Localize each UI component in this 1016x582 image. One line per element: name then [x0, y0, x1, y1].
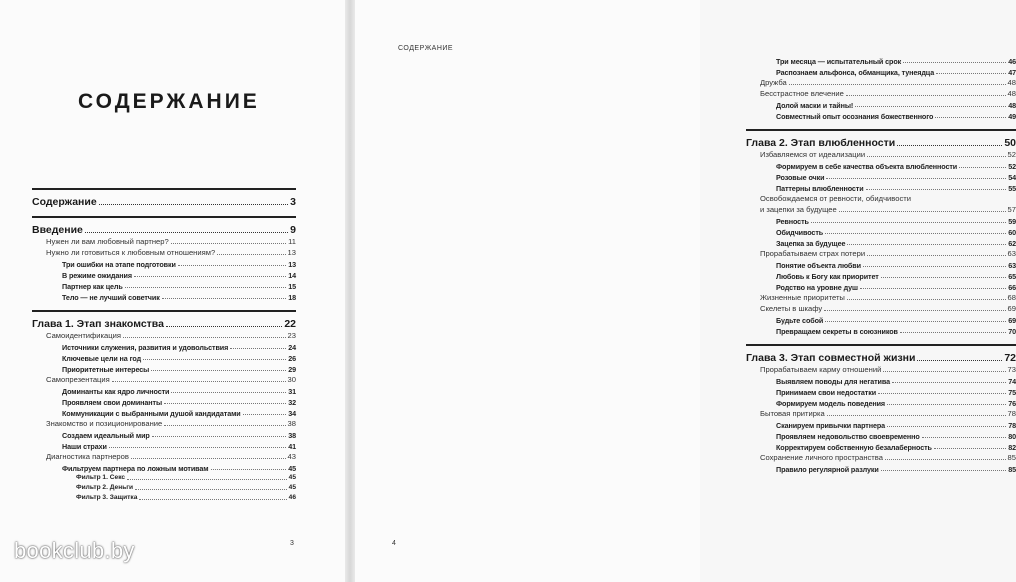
toc-entry — [746, 374, 1016, 385]
toc-leader-dots — [230, 347, 286, 349]
toc-entry-page: 66 — [1008, 282, 1016, 292]
right-page — [350, 0, 1016, 582]
toc-entry — [32, 461, 296, 472]
toc-entry — [32, 188, 296, 207]
toc-right — [746, 54, 1016, 473]
toc-leader-dots — [917, 359, 1002, 361]
toc-entry-title: Совместный опыт осознания божественного — [776, 111, 934, 121]
toc-leader-dots — [892, 381, 1006, 383]
toc-entry-title: Глава 3. Этап совместной жизни — [746, 351, 916, 364]
toc-entry-page: 63 — [1007, 249, 1016, 259]
toc-entry-page: 52 — [1007, 150, 1016, 160]
toc-leader-dots — [789, 83, 1006, 85]
toc-entry — [32, 472, 296, 482]
toc-entry-title: Ревность — [776, 216, 809, 226]
toc-entry — [746, 363, 1016, 374]
toc-entry-title: Паттерны влюбленности — [776, 183, 864, 193]
toc-entry-page: 62 — [1008, 238, 1016, 248]
toc-entry-page: 45 — [288, 474, 296, 482]
toc-entry-title: Сканируем привычки партнера — [776, 420, 886, 430]
toc-entry-page: 78 — [1008, 420, 1016, 430]
toc-entry-title: Выявляем поводы для негатива — [776, 376, 890, 386]
toc-entry-title: Формируем в себе качества объекта влюбленности — [776, 161, 958, 171]
toc-entry-title: и зацепки за будущее — [760, 205, 837, 215]
toc-entry — [746, 148, 1016, 159]
toc-entry-title: Родство на уровне душ — [776, 282, 858, 292]
toc-leader-dots — [900, 331, 1006, 333]
toc-entry-page: 9 — [290, 223, 296, 236]
toc-entry-page: 68 — [1007, 293, 1016, 303]
toc-entry-page: 73 — [1007, 365, 1016, 375]
toc-entry-title: В режиме ожидания — [62, 270, 132, 280]
toc-entry-title: Источники служения, развития и удовольствия — [62, 342, 229, 352]
toc-entry — [746, 87, 1016, 98]
toc-entry-page: 49 — [1008, 111, 1016, 121]
toc-leader-dots — [867, 254, 1005, 256]
toc-entry-page: 46 — [1008, 56, 1016, 66]
toc-entry — [32, 351, 296, 362]
toc-leader-dots — [112, 380, 286, 382]
toc-entry-page: 52 — [1008, 161, 1016, 171]
toc-entry-page: 22 — [284, 317, 296, 330]
toc-entry — [746, 324, 1016, 335]
toc-entry — [32, 450, 296, 461]
toc-entry-page: 43 — [287, 452, 296, 462]
toc-entry-page: 48 — [1007, 89, 1016, 99]
toc-entry-title: Приоритетные интересы — [62, 364, 150, 374]
toc-entry-title: Введение — [32, 223, 83, 236]
toc-entry-title: Розовые очки — [776, 172, 825, 182]
toc-entry-page: 55 — [1008, 183, 1016, 193]
toc-entry — [746, 236, 1016, 247]
toc-entry-page: 26 — [288, 353, 296, 363]
toc-entry — [746, 302, 1016, 313]
toc-leader-dots — [127, 478, 287, 480]
toc-entry-page: 41 — [288, 441, 296, 451]
toc-entry — [746, 407, 1016, 418]
toc-entry-page: 46 — [288, 494, 296, 502]
toc-entry-title: Сохранение личного пространства — [760, 453, 883, 463]
toc-entry-title: Фильтруем партнера по ложным мотивам — [62, 463, 209, 473]
toc-entry-title: Нужно ли готовиться к любовным отношениям? — [46, 248, 216, 258]
toc-entry — [32, 268, 296, 279]
toc-entry-title: Самоидентификация — [46, 331, 121, 341]
toc-leader-dots — [164, 424, 285, 426]
toc-leader-dots — [846, 94, 1006, 96]
toc-entry — [746, 192, 1016, 203]
toc-entry-page: 11 — [288, 237, 296, 247]
toc-leader-dots — [860, 287, 1006, 289]
toc-entry-page: 74 — [1008, 376, 1016, 386]
toc-entry — [746, 396, 1016, 407]
toc-leader-dots — [243, 413, 287, 415]
toc-entry — [746, 247, 1016, 258]
toc-entry — [746, 159, 1016, 170]
toc-entry — [32, 340, 296, 351]
toc-leader-dots — [143, 358, 286, 360]
toc-entry — [746, 54, 1016, 65]
toc-entry-page: 72 — [1004, 351, 1016, 364]
toc-entry-page: 75 — [1008, 387, 1016, 397]
toc-entry-page: 50 — [1004, 136, 1016, 149]
toc-entry — [746, 429, 1016, 440]
toc-leader-dots — [935, 116, 1006, 118]
toc-entry — [746, 129, 1016, 148]
toc-leader-dots — [866, 188, 1007, 190]
toc-entry-page: 57 — [1007, 205, 1016, 215]
toc-leader-dots — [164, 402, 286, 404]
toc-leader-dots — [211, 468, 287, 470]
toc-entry — [746, 385, 1016, 396]
toc-entry — [32, 439, 296, 450]
toc-entry-page: 23 — [287, 331, 296, 341]
toc-entry-page: 59 — [1008, 216, 1016, 226]
toc-entry-title: Наши страхи — [62, 441, 107, 451]
toc-entry — [32, 235, 296, 246]
toc-entry-title: Три месяца — испытательный срок — [776, 56, 902, 66]
toc-entry-page: 47 — [1008, 67, 1016, 77]
toc-entry-title: Бесстрастное влечение — [760, 89, 844, 99]
toc-leader-dots — [922, 436, 1007, 438]
toc-entry-title: Будьте собой — [776, 315, 824, 325]
watermark-logo: bookclub.by — [14, 538, 135, 563]
toc-entry-page: 34 — [288, 408, 296, 418]
toc-entry — [746, 269, 1016, 280]
toc-entry — [746, 291, 1016, 302]
toc-entry-page: 3 — [290, 195, 296, 208]
toc-entry-title: Создаем идеальный мир — [62, 430, 150, 440]
toc-entry-title: Любовь к Богу как приоритет — [776, 271, 879, 281]
toc-entry-title: Освобождаемся от ревности, обидчивости — [760, 194, 911, 204]
toc-left — [32, 188, 296, 502]
toc-leader-dots — [903, 61, 1006, 63]
toc-leader-dots — [887, 403, 1006, 405]
toc-leader-dots — [847, 243, 1006, 245]
toc-leader-dots — [867, 155, 1005, 157]
toc-entry — [746, 181, 1016, 192]
toc-entry — [32, 290, 296, 301]
toc-entry-page: 32 — [288, 397, 296, 407]
toc-entry — [746, 344, 1016, 363]
toc-entry — [32, 279, 296, 290]
toc-entry-page: 63 — [1008, 260, 1016, 270]
toc-entry — [32, 395, 296, 406]
toc-entry-page: 24 — [288, 342, 296, 352]
toc-entry — [746, 258, 1016, 269]
toc-leader-dots — [855, 105, 1006, 107]
toc-leader-dots — [123, 336, 286, 338]
toc-entry — [746, 65, 1016, 76]
toc-entry — [32, 310, 296, 329]
toc-leader-dots — [881, 469, 1007, 471]
toc-entry-title: Долой маски и тайны! — [776, 100, 854, 110]
toc-entry-title: Проявляем недовольство своевременно — [776, 431, 920, 441]
toc-leader-dots — [887, 425, 1006, 427]
toc-leader-dots — [99, 203, 288, 205]
toc-entry-title: Формируем модель поведения — [776, 398, 885, 408]
toc-entry — [746, 451, 1016, 462]
toc-entry — [32, 492, 296, 502]
toc-leader-dots — [109, 446, 286, 448]
toc-leader-dots — [863, 265, 1006, 267]
running-head: СОДЕРЖАНИЕ — [398, 45, 454, 52]
toc-entry-page: 70 — [1008, 326, 1016, 336]
toc-entry-page: 48 — [1007, 78, 1016, 88]
toc-entry — [746, 418, 1016, 429]
toc-entry-title: Прорабатываем карму отношений — [760, 365, 882, 375]
toc-entry-title: Принимаем свои недостатки — [776, 387, 877, 397]
toc-leader-dots — [826, 177, 1006, 179]
toc-entry-title: Бытовая притирка — [760, 409, 825, 419]
toc-entry-page: 14 — [288, 270, 296, 280]
toc-leader-dots — [152, 435, 286, 437]
toc-entry-title: Глава 1. Этап знакомства — [32, 317, 164, 330]
toc-entry-page: 15 — [288, 281, 296, 291]
toc-entry — [746, 225, 1016, 236]
toc-entry-page: 69 — [1007, 304, 1016, 314]
toc-entry — [32, 362, 296, 373]
toc-leader-dots — [171, 391, 286, 393]
toc-entry-title: Скелеты в шкафу — [760, 304, 823, 314]
toc-leader-dots — [824, 309, 1005, 311]
toc-entry — [32, 216, 296, 235]
toc-entry-page: 13 — [287, 248, 296, 258]
toc-leader-dots — [825, 232, 1006, 234]
toc-entry — [32, 406, 296, 417]
toc-entry — [746, 313, 1016, 324]
toc-entry-title: Знакомство и позиционирование — [46, 419, 163, 429]
toc-leader-dots — [878, 392, 1006, 394]
toc-entry — [32, 482, 296, 492]
toc-entry-page: 18 — [288, 292, 296, 302]
toc-entry-title: Тело — не лучший советчик — [62, 292, 160, 302]
toc-leader-dots — [131, 457, 286, 459]
toc-entry-title: Избавляемся от идеализации — [760, 150, 866, 160]
toc-entry — [32, 384, 296, 395]
toc-entry-page: 31 — [288, 386, 296, 396]
toc-entry-page: 80 — [1008, 431, 1016, 441]
toc-entry-title: Правило регулярной разлуки — [776, 464, 879, 474]
toc-entry-title: Прорабатываем страх потери — [760, 249, 866, 259]
toc-leader-dots — [217, 253, 285, 255]
toc-leader-dots — [85, 231, 288, 233]
toc-entry-title: Фильтр 3. Защитка — [76, 494, 138, 502]
toc-entry-page: 13 — [288, 259, 296, 269]
toc-entry-title: Понятие объекта любви — [776, 260, 861, 270]
toc-leader-dots — [883, 370, 1005, 372]
toc-entry-title: Корректируем собственную безалаберность — [776, 442, 932, 452]
toc-leader-dots — [135, 488, 287, 490]
toc-entry-title: Диагностика партнеров — [46, 452, 129, 462]
toc-entry-page: 65 — [1008, 271, 1016, 281]
toc-entry — [746, 170, 1016, 181]
toc-entry-title: Нужен ли вам любовный партнер? — [46, 237, 169, 247]
toc-leader-dots — [171, 242, 286, 244]
toc-leader-dots — [959, 166, 1006, 168]
toc-entry — [746, 440, 1016, 451]
toc-entry — [746, 462, 1016, 473]
toc-leader-dots — [166, 325, 282, 327]
toc-entry-title: Проявляем свои доминанты — [62, 397, 163, 407]
toc-entry-page: 85 — [1007, 453, 1016, 463]
toc-leader-dots — [839, 210, 1006, 212]
toc-entry — [32, 246, 296, 257]
toc-leader-dots — [847, 298, 1006, 300]
toc-entry-title: Распознаем альфонса, обманщика, тунеядца — [776, 67, 935, 77]
toc-entry-page: 76 — [1008, 398, 1016, 408]
right-page-number: 4 — [392, 540, 396, 547]
toc-entry — [746, 203, 1016, 214]
toc-entry-page: 78 — [1007, 409, 1016, 419]
toc-entry — [32, 257, 296, 268]
toc-entry-title: Доминанты как ядро личности — [62, 386, 170, 396]
toc-entry — [32, 428, 296, 439]
left-page — [0, 0, 350, 582]
toc-entry-page: 30 — [287, 375, 296, 385]
toc-entry-title: Зацепка за будущее — [776, 238, 846, 248]
toc-entry-title: Дружба — [760, 78, 787, 88]
toc-entry — [746, 76, 1016, 87]
toc-entry — [746, 280, 1016, 291]
toc-leader-dots — [125, 286, 287, 288]
toc-leader-dots — [881, 276, 1007, 278]
toc-leader-dots — [885, 458, 1006, 460]
toc-entry — [32, 329, 296, 340]
toc-entry-title: Фильтр 1. Секс — [76, 474, 126, 482]
toc-entry-title: Три ошибки на этапе подготовки — [62, 259, 176, 269]
toc-entry-page: 45 — [288, 484, 296, 492]
toc-entry-title: Самопрезентация — [46, 375, 110, 385]
toc-entry-page: 45 — [288, 463, 296, 473]
toc-leader-dots — [162, 297, 287, 299]
toc-entry-title: Превращаем секреты в союзников — [776, 326, 898, 336]
toc-leader-dots — [897, 144, 1002, 146]
toc-entry-page: 38 — [288, 430, 296, 440]
toc-leader-dots — [934, 447, 1006, 449]
toc-leader-dots — [134, 275, 286, 277]
toc-leader-dots — [151, 369, 286, 371]
toc-leader-dots — [825, 320, 1006, 322]
toc-entry — [746, 109, 1016, 120]
left-page-number: 3 — [290, 540, 294, 547]
toc-entry-page: 69 — [1008, 315, 1016, 325]
toc-entry-title: Фильтр 2. Деньги — [76, 484, 134, 492]
toc-entry-title: Ключевые цели на год — [62, 353, 142, 363]
toc-entry-title: Жизненные приоритеты — [760, 293, 845, 303]
toc-entry-page: 29 — [288, 364, 296, 374]
toc-entry-title: Партнер как цель — [62, 281, 123, 291]
toc-entry — [746, 214, 1016, 225]
toc-leader-dots — [811, 221, 1006, 223]
toc-entry-page: 48 — [1008, 100, 1016, 110]
book-gutter — [345, 0, 355, 582]
toc-entry-title: Коммуникации с выбранными душой кандидатами — [62, 408, 241, 418]
toc-entry-title: Обидчивость — [776, 227, 824, 237]
toc-entry — [746, 98, 1016, 109]
toc-entry — [32, 373, 296, 384]
toc-leader-dots — [827, 414, 1006, 416]
toc-leader-dots — [936, 72, 1006, 74]
toc-leader-dots — [178, 264, 286, 266]
toc-entry-page: 60 — [1008, 227, 1016, 237]
toc-entry-page: 82 — [1008, 442, 1016, 452]
page-title: СОДЕРЖАНИЕ — [78, 90, 260, 113]
toc-entry-title: Глава 2. Этап влюбленности — [746, 136, 896, 149]
toc-entry — [32, 417, 296, 428]
toc-leader-dots — [139, 498, 286, 500]
toc-entry-page: 54 — [1008, 172, 1016, 182]
toc-entry-page: 38 — [287, 419, 296, 429]
toc-entry-title: Содержание — [32, 195, 97, 208]
toc-entry-page: 85 — [1008, 464, 1016, 474]
